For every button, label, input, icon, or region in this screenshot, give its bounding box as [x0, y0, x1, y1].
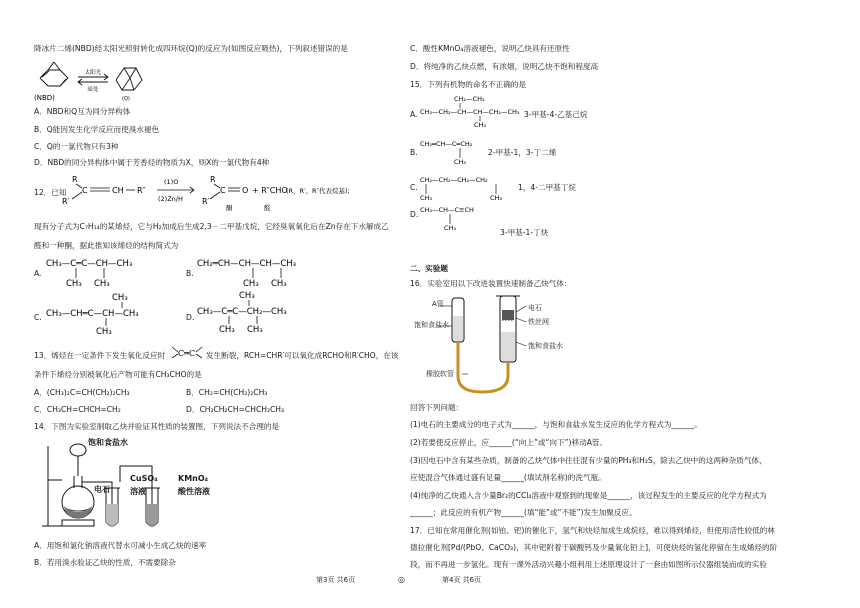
svg-text:+ R″CHO: + R″CHO	[252, 186, 288, 195]
q11-option-a: A．NBD和Q互为同分异构体	[34, 107, 131, 116]
svg-text:CH₃: CH₃	[444, 224, 457, 232]
q12-option-a-letter: A.	[34, 269, 42, 278]
q13-line1b: 发生断裂，RCH=CHR′可以氧化成RCHO和R′CHO，在该	[206, 351, 399, 360]
svg-text:O: O	[242, 186, 249, 195]
section-experiment-title: 二、实验题	[410, 264, 448, 273]
q14-option-a: A．用饱和氯化钠溶液代替水可减小生成乙炔的速率	[34, 541, 207, 550]
q16-label-saline-left: 饱和食盐水	[414, 321, 449, 329]
svg-text:CH₃: CH₃	[454, 158, 467, 166]
left-page-footer: 第3页 共6页	[316, 576, 356, 584]
q15-name-c: 1，4-二甲基丁烷	[518, 183, 576, 192]
q15-option-a-structure	[420, 94, 540, 134]
q13-cc-double-bond-glyph	[170, 345, 206, 361]
q12-ketone-label: 酮	[226, 204, 233, 212]
svg-text:R′: R′	[62, 197, 70, 206]
q14-label-kmno4-a: KMnO₄	[178, 474, 209, 483]
q14-label-carbide: 电石	[94, 485, 110, 494]
q17-line-1: 17．已知在常用催化剂(如铂、钯)的催化下，氢气和炔烃加成生成烷烃，难以得到烯烃，但使用活性较低的林	[410, 526, 775, 535]
nbd-label: (NBD)	[34, 94, 55, 102]
q11-option-c: C．Q的一氯代物只有3种	[34, 142, 119, 151]
q12-text-line1: 现有分子式为C₇H₁₄的某烯烃，它与H₂加成后生成2,3－二甲基戊烷，它经臭氧氧化后在Zn存在下水解成乙	[34, 222, 389, 231]
svg-text:R″: R″	[137, 186, 146, 195]
q16-line-1: (1)电石的主要成分的电子式为______，与饱和食盐水发生反应的化学方程式为______。	[410, 420, 702, 429]
q13-option-a: A．(CH₃)₂C=CH(CH₂)₂CH₃	[34, 388, 130, 397]
q12-option-d-letter: D.	[186, 313, 195, 322]
svg-text:CH₃: CH₃	[94, 279, 110, 289]
q12-option-b-structure	[197, 254, 337, 290]
q13-line1: 13．烯烃在一定条件下发生氧化反应时	[34, 351, 166, 360]
q16-line-6: ______；此反应的有机产物______(填“能”或“不能”)发生加聚反应。	[410, 508, 637, 517]
q12-option-c-letter: C.	[34, 313, 42, 322]
svg-text:CH₃: CH₃	[112, 293, 128, 303]
q11-intro: 降冰片二烯(NBD)经太阳光照射转化成四环烷(Q)的反应为(如图反应吸热)，下列叙述错误的是	[34, 44, 348, 53]
q14-option-b: B．若用溴水验证乙炔的性质，不需要除杂	[34, 558, 176, 567]
q15-intro: 15．下列有机物的命名不正确的是	[410, 80, 526, 89]
q16-label-carbide: 电石	[528, 304, 542, 312]
acetylene-apparatus-figure	[40, 436, 240, 532]
svg-text:CH₃: CH₃	[420, 194, 433, 202]
svg-text:CH₂—CH₂—CH₂—CH₂: CH₂—CH₂—CH₂—CH₂	[420, 176, 488, 184]
svg-text:C═C: C═C	[178, 349, 196, 358]
q16-line-3: (3)因电石中含有某些杂质，制备的乙炔气体中往往混有少量的PH₃和H₂S，除去乙炔中的这两种杂质气体，	[410, 456, 767, 465]
svg-text:CH₃: CH₃	[96, 327, 112, 337]
svg-text:CH₂═CH—CH—CH—CH₃: CH₂═CH—CH—CH—CH₃	[197, 259, 297, 269]
q12-option-d-structure	[197, 288, 337, 336]
svg-text:C: C	[82, 186, 88, 195]
svg-text:CH₃: CH₃	[243, 279, 259, 289]
center-binding-mark: ◎	[398, 575, 405, 584]
q12-option-a-structure	[46, 254, 176, 290]
q12-number: 12．已知	[34, 188, 67, 197]
q16-line-5: (4)纯净的乙炔通入含少量Br₂的CCl₄溶液中观察到的现象是______，该过程发生的主要反应的化学方程式为	[410, 491, 767, 500]
nbd-q-reaction-figure	[30, 56, 160, 104]
q16-line-4: 应使混合气体通过盛有足量______(填试剂名称)的洗气瓶。	[410, 473, 606, 482]
q13-option-b: B．CH₂=CH(CH₂)₂CH₃	[186, 388, 268, 397]
q15-option-c-structure	[420, 172, 530, 206]
svg-text:R: R	[210, 175, 216, 184]
svg-text:CH₂—CH₃: CH₂—CH₃	[454, 95, 485, 103]
q15-option-c-letter: C.	[410, 183, 418, 192]
q16-label-saline-right: 饱和食盐水	[528, 342, 563, 350]
svg-text:CH₂═CH—C═CH₂: CH₂═CH—C═CH₂	[420, 140, 473, 148]
q13-option-d: D．CH₃CH₂CH=CHCH₂CH₃	[186, 405, 285, 414]
q16-label-tube-a: A管	[432, 300, 444, 308]
svg-text:CH₃—C═C—CH—CH₃: CH₃—C═C—CH—CH₃	[46, 259, 133, 269]
q12-text-line2: 醛和一种酮，据此推知该烯烃的结构简式为	[34, 241, 179, 250]
q14-option-d: D．将纯净的乙炔点燃，有浓烟，说明乙炔不饱和程度高	[410, 62, 599, 71]
q14-label-cuso4-b: 溶液	[130, 487, 146, 496]
q16-label-wire-mesh: 铁丝网	[528, 318, 549, 326]
q14-intro: 14．下图为实验室制取乙炔并验证其性质的装置图，下列说法不合理的是	[34, 422, 280, 431]
q12-ozonolysis-scheme	[62, 172, 350, 214]
q15-name-a: 3-甲基-4-乙基己烷	[524, 110, 588, 119]
svg-text:CH₃: CH₃	[271, 279, 287, 289]
q12-step2: (2)Zn/H	[158, 195, 183, 203]
svg-text:CH₃: CH₃	[490, 194, 503, 202]
svg-text:CH₃: CH₃	[66, 279, 82, 289]
q16-intro: 16．实验室用以下改进装置快速制备乙炔气体：	[410, 279, 572, 288]
q12-step1: (1)O	[164, 178, 179, 186]
q14-option-c: C．酸性KMnO₄溶液褪色，说明乙炔具有还原性	[410, 44, 570, 53]
q11-option-b: B．Q能因发生化学反应而使溴水褪色	[34, 125, 160, 134]
q15-option-a-letter: A.	[410, 110, 418, 119]
svg-text:CH₃—CH—C≡CH: CH₃—CH—C≡CH	[420, 206, 474, 214]
right-page	[410, 0, 860, 608]
svg-text:CH₃: CH₃	[474, 121, 487, 129]
q16-line-0: 回答下列问题：	[410, 403, 464, 412]
q12-option-c-structure	[46, 290, 176, 336]
q15-option-d-letter: D.	[410, 210, 419, 219]
q16-apparatus-figure	[422, 292, 602, 396]
svg-text:CH₃: CH₃	[239, 291, 255, 301]
svg-text:CH₃: CH₃	[219, 325, 235, 335]
q12-r-note: (R、R′、R″代表烷基);	[286, 187, 350, 195]
q15-name-d: 3-甲基-1-丁炔	[500, 228, 549, 237]
arrow-bottom-label: 暗处	[87, 87, 99, 93]
svg-text:R: R	[72, 175, 78, 184]
q14-label-cuso4-a: CuSO₄	[130, 474, 158, 483]
q13-line2: 条件下烯烃分别被氧化后产物可能有CH₃CHO的是	[34, 370, 202, 379]
svg-text:CH₃—CH═C—CH—CH₃: CH₃—CH═C—CH—CH₃	[46, 309, 139, 319]
arrow-top-label: 太阳光	[84, 70, 102, 76]
svg-text:CH₃—C═C—CH₂—CH₃: CH₃—C═C—CH₂—CH₃	[197, 307, 287, 317]
q15-name-b: 2-甲基-1，3-丁二烯	[488, 148, 557, 157]
q14-label-saline: 饱和食盐水	[88, 438, 128, 447]
q12-aldehyde-label: 醛	[264, 204, 271, 212]
q17-line-2: 德拉催化剂[Pd/(PbO、CaCO₃)，其中钯附着于碳酸钙及少量氧化铅上]，可使炔烃的氢化停留在生成烯烃的阶	[410, 543, 778, 552]
svg-text:CH: CH	[112, 186, 124, 195]
q15-option-b-letter: B.	[410, 148, 418, 157]
svg-text:CH₃: CH₃	[247, 325, 263, 335]
q16-label-hose: 橡胶软管	[426, 370, 454, 378]
q-label: (Q)	[122, 96, 130, 102]
right-page-footer: 第4页 共6页	[442, 576, 482, 584]
q14-label-kmno4-b: 酸性溶液	[178, 487, 210, 496]
q11-option-d: D．NBD的同分异构体中属于芳香烃的物质为X，则X的一氯代物有4种	[34, 158, 270, 167]
q16-line-2: (2)若要使反应停止，应______(“向上”或“向下”)移动A管。	[410, 438, 608, 447]
q13-option-c: C．CH₃CH=CHCH=CH₂	[34, 405, 121, 414]
svg-text:R′: R′	[202, 197, 210, 206]
svg-text:CH₃—CH₂—CH—CH—CH₂—CH₃: CH₃—CH₂—CH—CH—CH₂—CH₃	[420, 108, 520, 116]
q12-option-b-letter: B.	[186, 269, 194, 278]
svg-text:C: C	[220, 186, 226, 195]
q17-line-3: 段，而不再进一步氢化。现有一课外活动兴趣小组利用上述原理设计了一套由如图所示仪器组装而成的实验	[410, 560, 767, 569]
